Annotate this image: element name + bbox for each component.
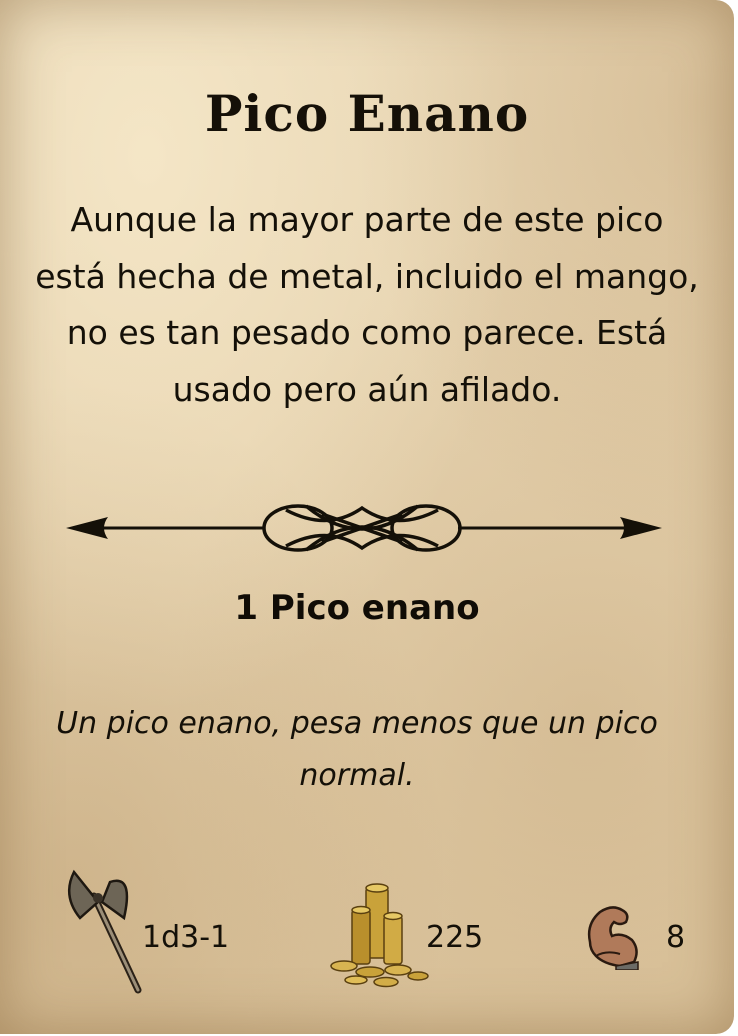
flexed-arm-icon	[582, 902, 642, 970]
damage-stat	[60, 866, 260, 996]
card-title: Pico Enano	[204, 84, 530, 143]
price-value: 225	[426, 920, 484, 955]
ornamental-divider	[66, 492, 662, 564]
strength-stat	[582, 902, 702, 974]
item-name: 1 Pico enano	[234, 588, 480, 628]
strength-value: 8	[666, 920, 686, 955]
price-stat	[326, 880, 506, 990]
damage-value: 1d3-1	[142, 920, 230, 955]
item-effect: Un pico enano, pesa menos que un pico normal.	[56, 706, 658, 793]
card-description: Aunque la mayor parte de este pico está hecha de metal, incluido el mango, no es tan pesado como parece. Está usado pero aún afilado.	[35, 200, 699, 409]
gold-coins-icon	[326, 880, 430, 990]
axe-icon	[60, 866, 150, 996]
